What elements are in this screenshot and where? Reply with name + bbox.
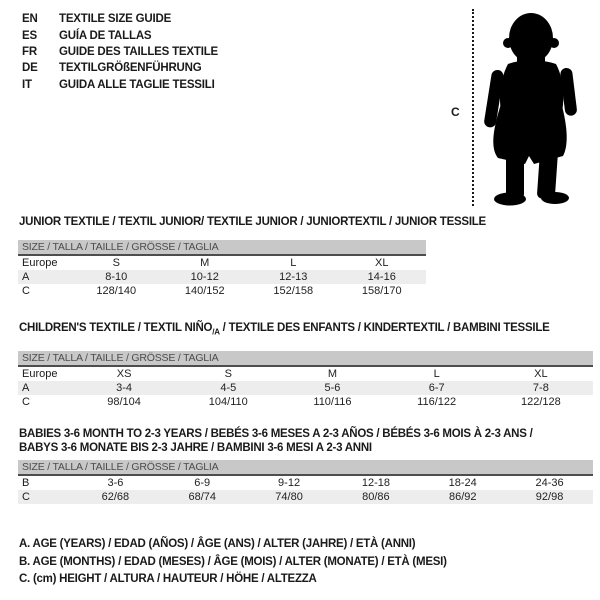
footnote-legend — [19, 536, 447, 589]
size-cell: 3-6 — [107, 477, 124, 489]
children-section-title — [18, 321, 593, 339]
size-cell: 6-9 — [194, 477, 211, 489]
baby-silhouette-icon — [484, 7, 591, 207]
size-cell: 152/158 — [273, 285, 314, 297]
lang-code: EN — [22, 13, 38, 26]
row-label: A — [18, 270, 72, 284]
lang-title: GUIDE DES TAILLES TEXTILE — [59, 45, 218, 58]
size-cell: 140/152 — [184, 285, 225, 297]
size-cell: 62/68 — [72, 490, 159, 504]
lang-code: ES — [22, 29, 37, 42]
lang-row-it — [22, 77, 218, 93]
row-label: A — [18, 381, 72, 395]
size-cell: M — [327, 368, 338, 381]
size-cell: XS — [116, 368, 132, 381]
table-row — [18, 284, 426, 298]
footnote-b: B. AGE (MONTHS) / EDAD (MESES) / ÂGE (MOIS) / ALTER (MONATE) / ETÀ (MESI) — [19, 555, 447, 568]
table-row — [18, 395, 593, 409]
size-cell: 4-5 — [176, 381, 280, 395]
junior-section — [18, 215, 486, 298]
row-label: C — [22, 285, 30, 297]
table-row — [18, 475, 593, 490]
title-subscript: /A — [212, 327, 220, 337]
size-cell: 24-36 — [535, 477, 564, 489]
size-cell: 7-8 — [489, 381, 593, 395]
language-title-list — [22, 11, 218, 93]
size-cell: M — [200, 257, 210, 269]
size-header-bar: SIZE / TALLA / TAILLE / GRÖSSE / TAGLIA — [18, 460, 593, 474]
junior-size-table — [18, 254, 426, 298]
lang-row-es — [22, 27, 218, 43]
size-cell: 86/92 — [419, 490, 506, 504]
table-row — [18, 255, 426, 270]
size-cell: 122/128 — [520, 396, 561, 409]
lang-title: TEXTILGRÖßENFÜHRUNG — [59, 62, 202, 75]
size-cell: 68/74 — [159, 490, 246, 504]
lang-row-en — [22, 11, 218, 27]
size-cell: 8-10 — [72, 270, 161, 284]
size-cell: 128/140 — [96, 285, 137, 297]
size-cell: S — [112, 257, 120, 269]
table-row — [18, 366, 593, 381]
lang-code: IT — [22, 78, 32, 91]
row-label: Europe — [22, 368, 58, 381]
size-cell: 158/170 — [361, 285, 402, 297]
size-cell: 12-18 — [361, 477, 390, 489]
junior-section-title: JUNIOR TEXTILE / TEXTIL JUNIOR/ TEXTILE JUNIOR / JUNIORTEXTIL / JUNIOR TESSILE — [19, 216, 486, 228]
lang-row-de — [22, 60, 218, 76]
size-cell: L — [433, 368, 440, 381]
children-section — [18, 321, 593, 409]
size-header-bar: SIZE / TALLA / TAILLE / GRÖSSE / TAGLIA — [18, 351, 593, 365]
babies-section-title-line2: BABYS 3-6 MONATE BIS 2-3 JAHRE / BAMBINI 3-6 MESI A 2-3 ANNI — [19, 442, 372, 454]
footnote-c: C. (cm) HEIGHT / ALTURA / HAUTEUR / HÖHE / ALTEZZA — [19, 573, 317, 586]
babies-section-title-line1: BABIES 3-6 MONTH TO 2-3 YEARS / BEBÉS 3-6 MESES A 2-3 AÑOS / BÉBÉS 3-6 MOIS À 2-3 ANS / — [19, 428, 533, 440]
table-row — [18, 490, 593, 504]
size-cell: XL — [534, 368, 548, 381]
size-cell: 74/80 — [246, 490, 333, 504]
height-measure-figure — [440, 6, 598, 210]
lang-code: DE — [22, 62, 38, 75]
size-cell: 3-4 — [72, 381, 176, 395]
size-cell: 116/122 — [417, 396, 457, 409]
size-cell: 92/98 — [506, 490, 593, 504]
row-label: C — [18, 490, 72, 504]
children-size-table — [18, 365, 593, 409]
lang-title: GUÍA DE TALLAS — [59, 29, 152, 42]
babies-section — [18, 427, 593, 504]
row-label: C — [22, 396, 30, 409]
size-cell: 5-6 — [280, 381, 384, 395]
size-cell: 14-16 — [338, 270, 427, 284]
size-cell: 104/110 — [208, 396, 248, 409]
height-dotted-line — [472, 9, 474, 206]
lang-title: TEXTILE SIZE GUIDE — [59, 13, 172, 26]
size-cell: 80/86 — [332, 490, 419, 504]
table-row — [18, 270, 426, 284]
size-cell: 98/104 — [107, 396, 141, 409]
lang-row-fr — [22, 44, 218, 60]
size-cell: 12-13 — [249, 270, 338, 284]
footnote-a: A. AGE (YEARS) / EDAD (AÑOS) / ÂGE (ANS) / ALTER (JAHRE) / ETÀ (ANNI) — [19, 538, 416, 550]
size-cell: L — [290, 257, 297, 269]
row-label: Europe — [22, 257, 58, 269]
size-header-bar: SIZE / TALLA / TAILLE / GRÖSSE / TAGLIA — [18, 240, 426, 254]
title-text: / TEXTILE DES ENFANTS / KINDERTEXTIL / BAMBINI TESSILE — [219, 322, 550, 334]
row-label: B — [22, 477, 30, 489]
size-cell: 6-7 — [385, 381, 489, 395]
size-cell: XL — [375, 257, 389, 269]
size-cell: 10-12 — [161, 270, 250, 284]
title-text: CHILDREN'S TEXTILE / TEXTIL NIÑO — [19, 322, 213, 334]
babies-size-table — [18, 474, 593, 504]
size-cell: 9-12 — [278, 477, 301, 489]
size-cell: 18-24 — [448, 477, 477, 489]
table-row — [18, 381, 593, 395]
size-cell: S — [224, 368, 232, 381]
lang-code: FR — [22, 45, 37, 58]
height-measure-label: C — [451, 105, 460, 119]
size-cell: 110/116 — [313, 396, 352, 409]
lang-title: GUIDA ALLE TAGLIE TESSILI — [59, 78, 215, 91]
